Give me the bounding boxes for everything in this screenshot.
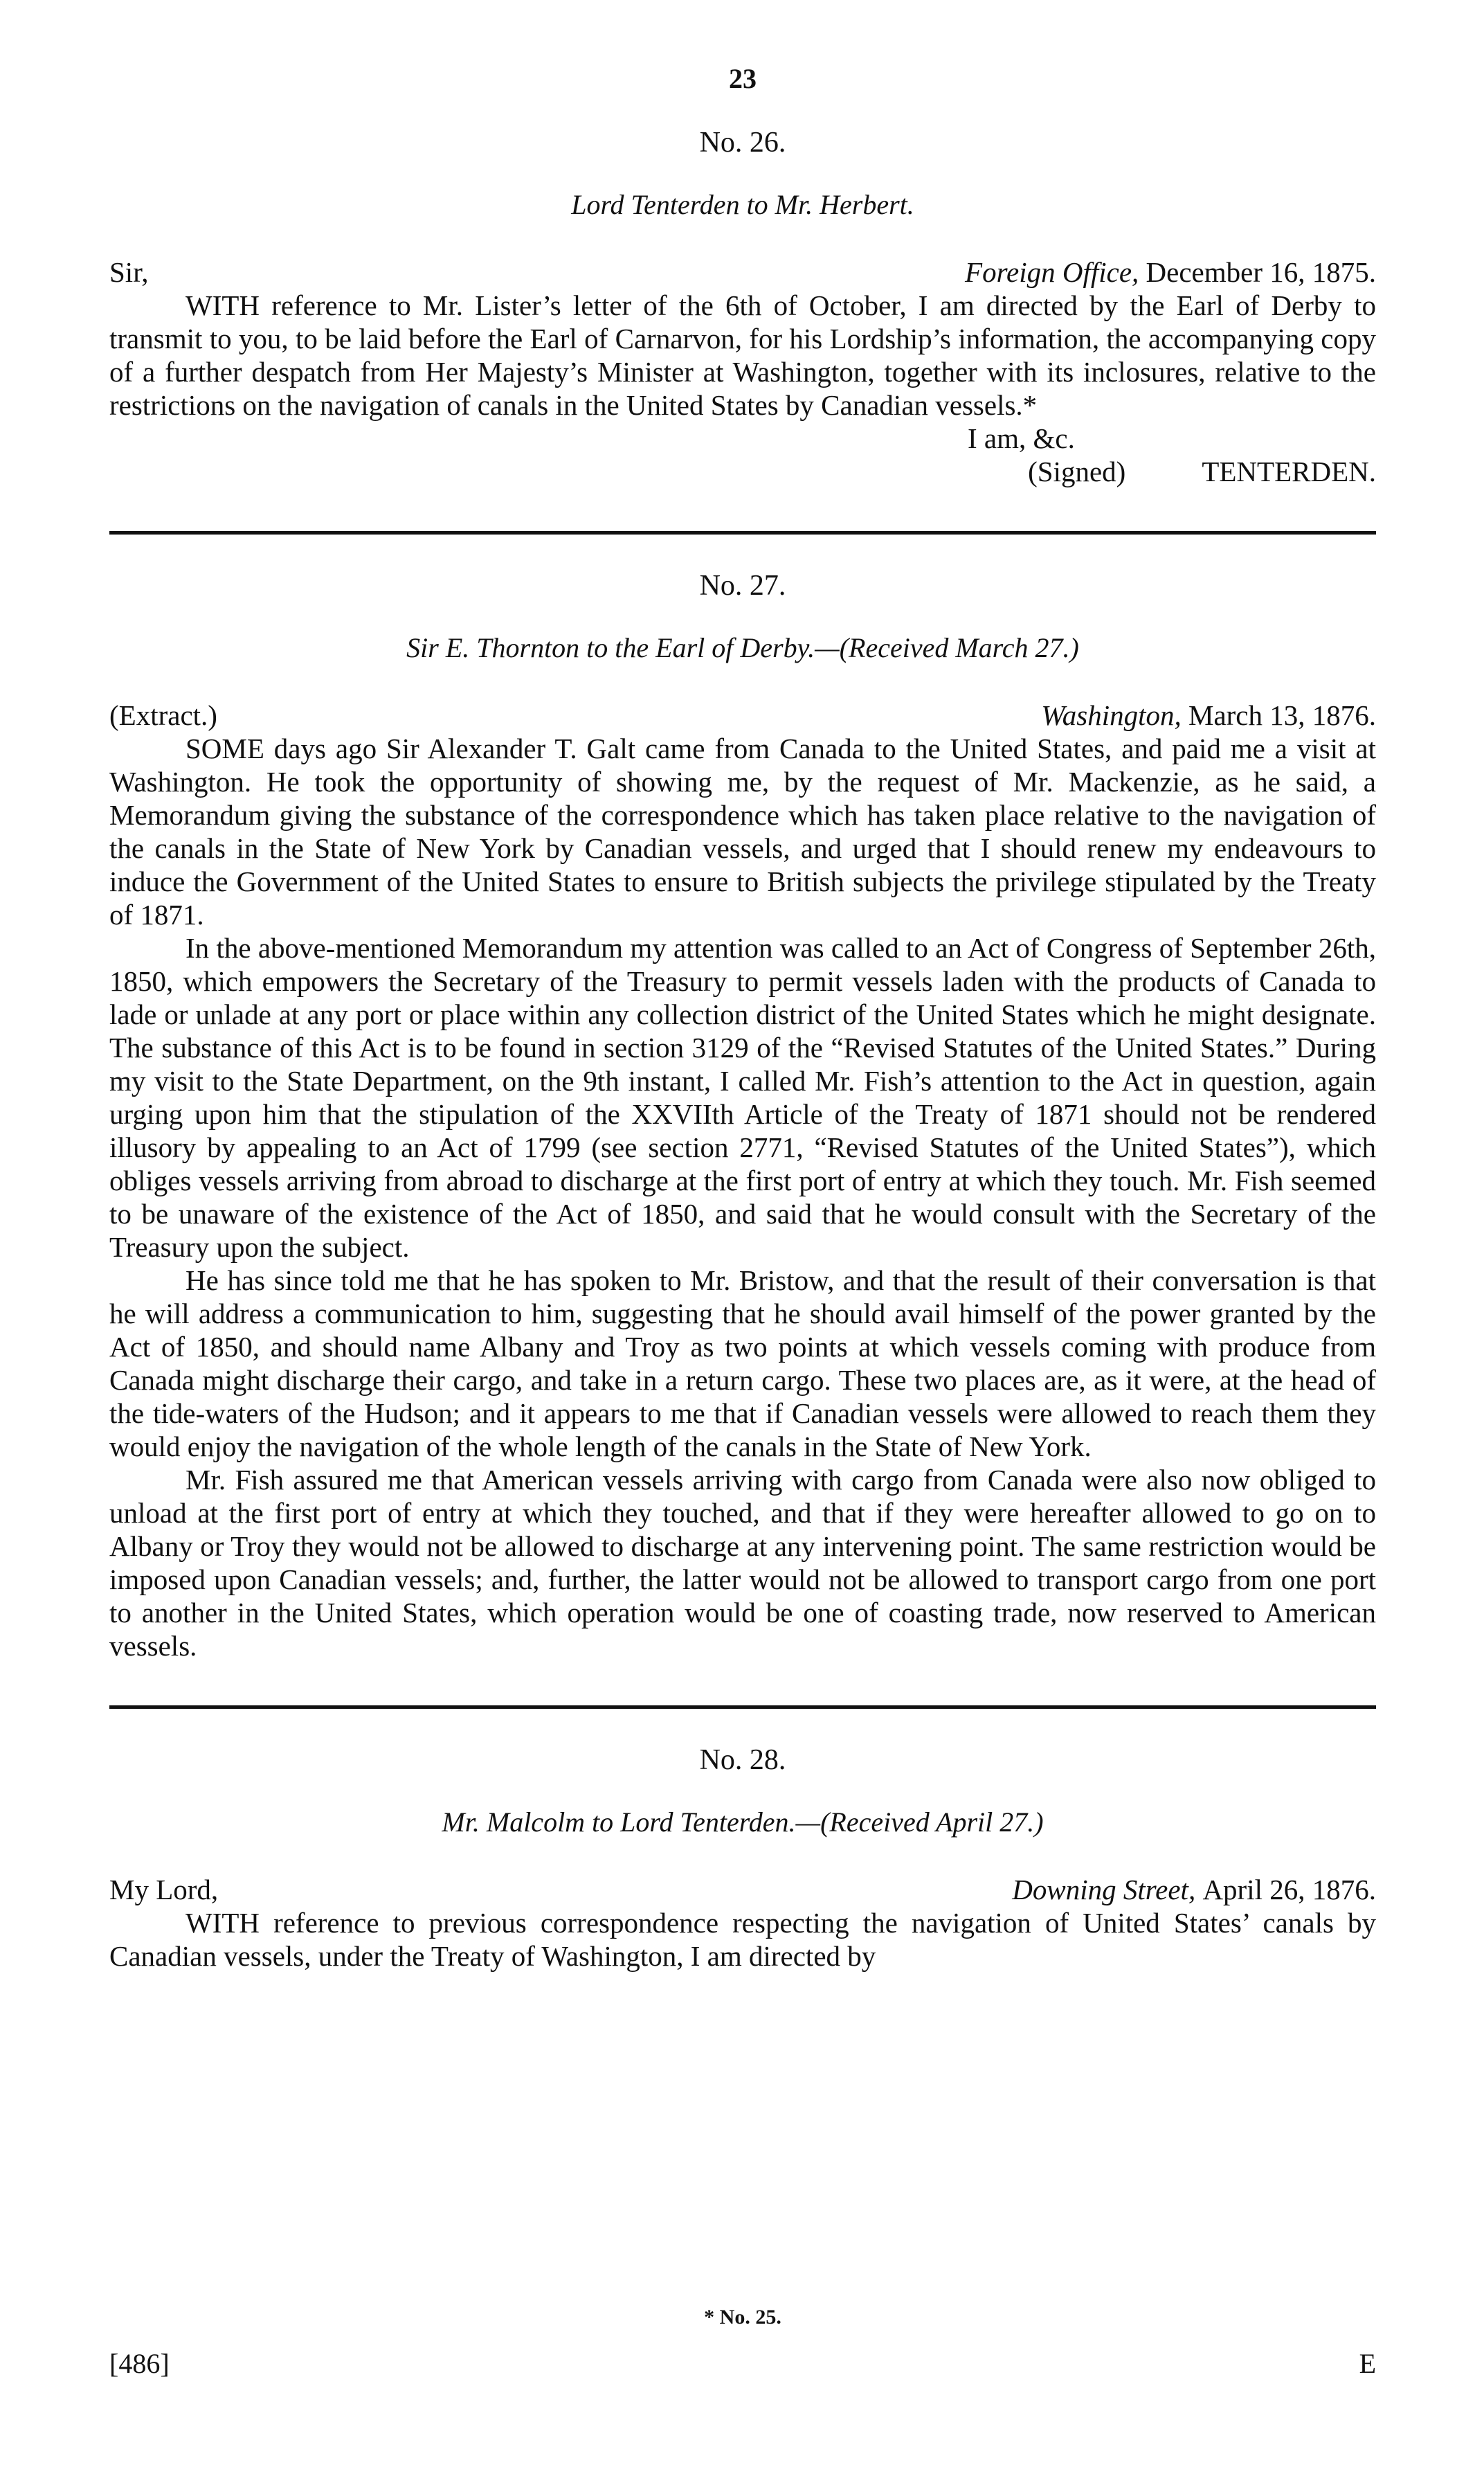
paragraph: In the above-mentioned Memorandum my attention was called to an Act of Congress of September 26th, 1850, which empowers the Secretary of the Treasury to permit vessels laden with the products of Canada to lade or unlade at any port or place within any collection district of the United States which he might designate. The substance of this Act is to be found in section 3129 of the “Revised Statutes of the United States.” During my visit to the State Department, on the 9th instant, I called Mr. Fish’s attention to the Act in question, again urging upon him that the stipulation of the XXVIIth Article of the Treaty of 1871 should not be rendered illusory by appealing to an Act of 1799 (see section 2771, “Revised Statutes of the United States”), which obliges vessels arriving from abroad to discharge at the first port of entry at which they touch. Mr. Fish seemed to be unaware of the existence of the Act of 1850, and said that he would consult with the Secretary of the Treasury upon the subject. bbox=[109, 932, 1376, 1263]
heading-title: Sir E. Thornton to the Earl of Derby.— bbox=[406, 632, 840, 663]
section-divider bbox=[109, 1705, 1376, 1709]
salutation-row bbox=[109, 1873, 1376, 1906]
place: Washington, bbox=[1041, 699, 1182, 731]
salutation-row bbox=[109, 255, 1376, 289]
place-date bbox=[965, 255, 1376, 289]
paragraph: SOME days ago Sir Alexander T. Galt came from Canada to the United States, and paid me a visit at Washington. He took the opportunity of showing me, by the request of Mr. Mackenzie, as he said, a Memorandum giving the substance of the correspondence which has taken place relative to the navigation of the canals in the State of New York by Canadian vessels, and urged that I should renew my endeavours to induce the Government of the United States to ensure to British subjects the privilege stipulated by the Treaty of 1871. bbox=[109, 733, 1376, 931]
salutation: My Lord, bbox=[109, 1874, 219, 1905]
document-heading bbox=[109, 1806, 1376, 1838]
place-date bbox=[1012, 1873, 1376, 1906]
date: March 13, 1876. bbox=[1188, 699, 1376, 731]
salutation-row bbox=[109, 699, 1376, 732]
paragraph: WITH reference to Mr. Lister’s letter of the 6th of October, I am directed by the Earl of Derby to transmit to you, to be laid before the Earl of Carnarvon, for his Lordship’s information, the accompanying copy of a further despatch from Her Majesty’s Minister at Washington, together with its inclosures, relative to the restrictions on the navigation of canals in the United States by Canadian vessels.* bbox=[109, 289, 1376, 421]
salutation: (Extract.) bbox=[109, 699, 217, 731]
signature: TENTERDEN. bbox=[1202, 456, 1376, 487]
signed-label: (Signed) bbox=[1028, 456, 1126, 487]
date: December 16, 1875. bbox=[1146, 256, 1376, 288]
heading-received: (Received March 27.) bbox=[839, 632, 1079, 663]
document-heading bbox=[109, 631, 1376, 664]
paragraph: WITH reference to previous correspondence respecting the navigation of United States’ canals by Canadian vessels, under the Treaty of Washington, I am directed by bbox=[109, 1907, 1376, 1972]
signature-mark: E bbox=[1359, 2348, 1376, 2379]
signature-line bbox=[109, 455, 1376, 488]
document-27 bbox=[109, 569, 1376, 1662]
page-number: 23 bbox=[729, 63, 757, 94]
print-number: [486] bbox=[109, 2348, 170, 2379]
paragraph: He has since told me that he has spoken to Mr. Bristow, and that the result of their conversation is that he will address a communication to him, suggesting that he should avail himself of the power granted by the Act of 1850, and should name Albany and Troy as two points at which vessels coming with produce from Canada might discharge their cargo, and take in a return cargo. These two places are, as it were, at the head of the tide-waters of the Hudson; and it appears to me that if Canadian vessels were allowed to reach them they would enjoy the navigation of the whole length of the canals in the State of New York. bbox=[109, 1264, 1376, 1462]
document-28 bbox=[109, 1743, 1376, 1973]
date: April 26, 1876. bbox=[1202, 1874, 1376, 1905]
heading-title: Mr. Malcolm to Lord Tenterden.— bbox=[442, 1806, 821, 1838]
section-divider bbox=[109, 531, 1376, 535]
closing: I am, &c. bbox=[968, 422, 1075, 454]
place-date bbox=[1041, 699, 1376, 732]
document-26 bbox=[109, 126, 1376, 488]
salutation: Sir, bbox=[109, 256, 149, 288]
document-heading bbox=[109, 188, 1376, 221]
place: Foreign Office, bbox=[965, 256, 1139, 288]
place: Downing Street, bbox=[1012, 1874, 1196, 1905]
heading-title: Lord Tenterden to Mr. Herbert. bbox=[571, 189, 914, 220]
document-number: No. 27. bbox=[699, 570, 786, 602]
document-page bbox=[109, 62, 1376, 2379]
document-number: No. 26. bbox=[699, 127, 786, 159]
footnote: * No. 25. bbox=[704, 2306, 781, 2329]
paragraph: Mr. Fish assured me that American vessels arriving with cargo from Canada were also now obliged to unload at the first port of entry at which they touched, and that if they were hereafter allowed to go on to Albany or Troy they would not be allowed to discharge at any intervening point. The same restriction would be imposed upon Canadian vessels; and, further, the latter would not be allowed to transport cargo from one port to another in the United States, which operation would be one of coasting trade, now reserved to American vessels. bbox=[109, 1464, 1376, 1662]
page-footer bbox=[109, 2347, 1376, 2380]
document-number: No. 28. bbox=[699, 1744, 786, 1776]
heading-received: (Received April 27.) bbox=[820, 1806, 1044, 1838]
